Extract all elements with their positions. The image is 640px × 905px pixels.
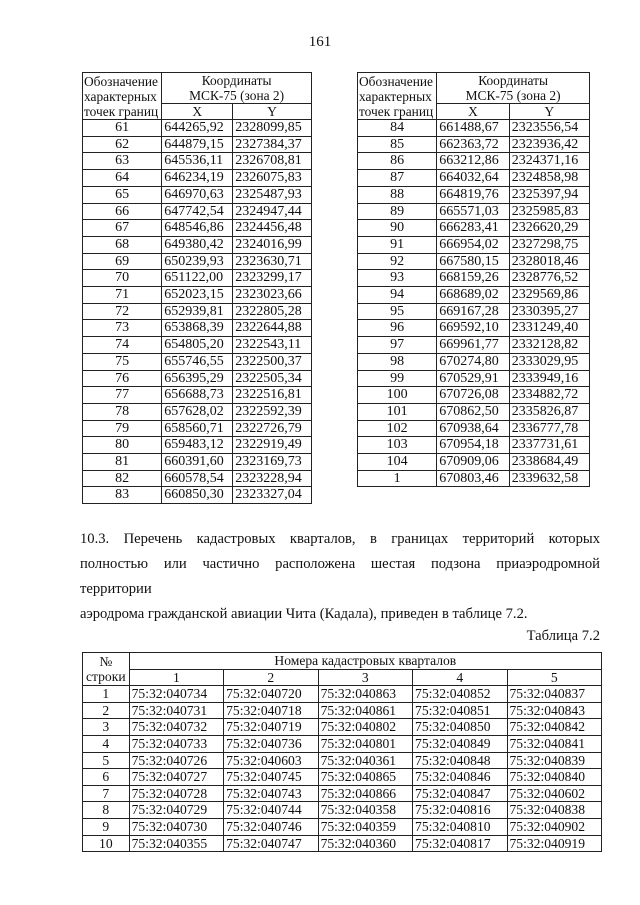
x-coordinate: 670862,50 [437,403,510,420]
table-row [83,437,312,454]
table-row [358,236,590,253]
point-number: 76 [83,370,162,387]
header-label-line: Обозначение [359,73,433,89]
table-row [83,802,602,819]
x-coordinate: 663212,86 [437,153,510,170]
cadastral-number: 75:32:040730 [129,818,223,835]
y-coordinate: 2333949,16 [509,370,589,387]
point-number: 90 [358,220,437,237]
x-coordinate: 644265,92 [162,120,233,137]
x-coordinate: 650239,93 [162,253,233,270]
table-row [83,220,312,237]
column-number-header: 4 [413,669,507,686]
cadastral-number: 75:32:040861 [318,702,412,719]
column-number-header: 1 [129,669,223,686]
y-coordinate: 2324456,48 [233,220,312,237]
header-label-line: Обозначение [84,73,158,89]
table-row [83,153,312,170]
cadastral-number: 75:32:040732 [129,719,223,736]
cadastral-quarters-table [82,652,602,852]
header-row [83,669,602,686]
coordinates-header [162,73,312,104]
point-number: 63 [83,153,162,170]
x-coordinate: 652023,15 [162,287,233,304]
x-coordinate: 647742,54 [162,203,233,220]
row-number: 1 [83,686,130,703]
table-row [83,387,312,404]
y-coordinate: 2323556,54 [509,120,589,137]
x-coordinate: 669961,77 [437,337,510,354]
point-number: 62 [83,136,162,153]
cadastral-number: 75:32:040839 [507,752,602,769]
y-coordinate: 2325985,83 [509,203,589,220]
y-coordinate: 2332128,82 [509,337,589,354]
table-row [83,170,312,187]
table-row [83,203,312,220]
point-number: 92 [358,253,437,270]
point-number: 83 [83,487,162,504]
cadastral-number: 75:32:040720 [224,686,318,703]
point-number: 75 [83,353,162,370]
table-row [83,702,602,719]
y-coordinate: 2323299,17 [233,270,312,287]
point-number: 81 [83,454,162,471]
row-number: 9 [83,818,130,835]
x-coordinate: 664032,64 [437,170,510,187]
x-coordinate: 656395,29 [162,370,233,387]
y-coordinate: 2328099,85 [233,120,312,137]
x-coordinate: 667580,15 [437,253,510,270]
table-row [83,470,312,487]
table-row [83,487,312,504]
row-number: 5 [83,752,130,769]
point-number: 99 [358,370,437,387]
cadastral-number: 75:32:040731 [129,702,223,719]
y-coordinate: 2322805,28 [233,303,312,320]
y-coordinate: 2324371,16 [509,153,589,170]
cadastral-number: 75:32:040602 [507,785,602,802]
cadastral-number: 75:32:040810 [413,818,507,835]
point-label-header [358,73,437,120]
table-row [83,136,312,153]
x-coordinate: 646970,63 [162,186,233,203]
table-row [358,353,590,370]
point-number: 102 [358,420,437,437]
x-coordinate: 670954,18 [437,437,510,454]
row-number: 3 [83,719,130,736]
point-number: 84 [358,120,437,137]
table-row [358,253,590,270]
paragraph-line: 10.3. Перечень кадастровых кварталов, в границах территорий которых [80,531,600,547]
table-row [83,337,312,354]
point-number: 86 [358,153,437,170]
x-coordinate: 657628,02 [162,403,233,420]
table-row [83,752,602,769]
y-coordinate: 2322644,88 [233,320,312,337]
point-number: 96 [358,320,437,337]
y-coordinate: 2334882,72 [509,387,589,404]
cadastral-number: 75:32:040801 [318,735,412,752]
x-coordinate: 660850,30 [162,487,233,504]
y-coordinate: 2323023,66 [233,287,312,304]
point-number: 73 [83,320,162,337]
table-row [83,818,602,835]
point-number: 78 [83,403,162,420]
x-coordinate: 648546,86 [162,220,233,237]
y-coordinate: 2339632,58 [509,470,589,487]
row-number-header-line: № [99,653,113,669]
y-coordinate: 2323327,04 [233,487,312,504]
cadastral-number: 75:32:040902 [507,818,602,835]
table-row [358,270,590,287]
cadastral-number: 75:32:040358 [318,802,412,819]
x-header: X [162,104,233,120]
y-coordinate: 2330395,27 [509,303,589,320]
cadastral-number: 75:32:040816 [413,802,507,819]
table-row [83,270,312,287]
cadastral-number: 75:32:040838 [507,802,602,819]
table-row [358,120,590,137]
y-coordinate: 2329569,86 [509,287,589,304]
x-coordinate: 651122,00 [162,270,233,287]
cadastral-number: 75:32:040719 [224,719,318,736]
x-coordinate: 662363,72 [437,136,510,153]
cadastral-number: 75:32:040837 [507,686,602,703]
cadastral-number: 75:32:040733 [129,735,223,752]
cadastral-number: 75:32:040846 [413,769,507,786]
x-coordinate: 653868,39 [162,320,233,337]
cadastral-number: 75:32:040865 [318,769,412,786]
table-row [83,186,312,203]
y-coordinate: 2337731,61 [509,437,589,454]
coordinates-header-line: МСК-75 (зона 2) [189,88,285,103]
cadastral-number: 75:32:040744 [224,802,318,819]
row-number: 7 [83,785,130,802]
table-row [83,370,312,387]
cadastral-number: 75:32:040843 [507,702,602,719]
point-number: 98 [358,353,437,370]
table-row [358,337,590,354]
table-row [358,420,590,437]
x-header: X [437,104,510,120]
table-row [358,186,590,203]
y-coordinate: 2324016,99 [233,236,312,253]
cadastral-number: 75:32:040841 [507,735,602,752]
point-number: 85 [358,136,437,153]
table-row [83,719,602,736]
cadastral-number: 75:32:040849 [413,735,507,752]
point-number: 69 [83,253,162,270]
x-coordinate: 665571,03 [437,203,510,220]
table-row [83,403,312,420]
cadastral-number: 75:32:040842 [507,719,602,736]
point-number: 82 [83,470,162,487]
coordinates-header-line: Координаты [201,73,272,88]
x-coordinate: 669592,10 [437,320,510,337]
table-row [83,303,312,320]
y-header: Y [233,104,312,120]
table-row [358,287,590,304]
cadastral-number: 75:32:040603 [224,752,318,769]
x-coordinate: 652939,81 [162,303,233,320]
cadastral-number: 75:32:040734 [129,686,223,703]
x-coordinate: 660578,54 [162,470,233,487]
x-coordinate: 654805,20 [162,337,233,354]
cadastral-number: 75:32:040847 [413,785,507,802]
x-coordinate: 666283,41 [437,220,510,237]
y-coordinate: 2323630,71 [233,253,312,270]
point-number: 101 [358,403,437,420]
cadastral-number: 75:32:040745 [224,769,318,786]
y-coordinate: 2326620,29 [509,220,589,237]
cadastral-number: 75:32:040743 [224,785,318,802]
row-number: 8 [83,802,130,819]
x-coordinate: 649380,42 [162,236,233,253]
x-coordinate: 664819,76 [437,186,510,203]
y-coordinate: 2322592,39 [233,403,312,420]
y-coordinate: 2325487,93 [233,186,312,203]
table-row [358,303,590,320]
point-number: 68 [83,236,162,253]
x-coordinate: 668159,26 [437,270,510,287]
y-coordinate: 2324858,98 [509,170,589,187]
cadastral-number: 75:32:040726 [129,752,223,769]
table-row [358,454,590,471]
header-label-line: точек границ [359,103,434,119]
row-number-header [83,653,130,686]
coordinates-table-left [82,72,312,504]
coordinates-header [437,73,590,104]
table-row [83,735,602,752]
point-number: 61 [83,120,162,137]
point-number: 95 [358,303,437,320]
x-coordinate: 661488,67 [437,120,510,137]
table-row [83,769,602,786]
x-coordinate: 670803,46 [437,470,510,487]
table-row [83,686,602,703]
point-number: 66 [83,203,162,220]
column-number-header: 3 [318,669,412,686]
cadastral-number: 75:32:040919 [507,835,602,852]
y-coordinate: 2328776,52 [509,270,589,287]
table-row [83,287,312,304]
x-coordinate: 668689,02 [437,287,510,304]
row-number: 10 [83,835,130,852]
cadastral-number: 75:32:040852 [413,686,507,703]
y-coordinate: 2325397,94 [509,186,589,203]
point-number: 100 [358,387,437,404]
header-label-line: точек границ [84,103,159,119]
cadastral-number: 75:32:040736 [224,735,318,752]
y-coordinate: 2322500,37 [233,353,312,370]
row-number: 2 [83,702,130,719]
cadastral-number: 75:32:040747 [224,835,318,852]
row-number: 6 [83,769,130,786]
page-number: 161 [308,34,332,50]
cadastral-number: 75:32:040729 [129,802,223,819]
table-row [358,220,590,237]
cadastral-number: 75:32:040746 [224,818,318,835]
y-coordinate: 2327384,37 [233,136,312,153]
table-row [83,253,312,270]
y-coordinate: 2326075,83 [233,170,312,187]
x-coordinate: 645536,11 [162,153,233,170]
header-label-line: характерных [84,88,157,104]
table-row [83,454,312,471]
cadastral-number: 75:32:040863 [318,686,412,703]
cadastral-number: 75:32:040361 [318,752,412,769]
y-coordinate: 2331249,40 [509,320,589,337]
x-coordinate: 660391,60 [162,454,233,471]
row-number: 4 [83,735,130,752]
table-row [83,236,312,253]
y-coordinate: 2324947,44 [233,203,312,220]
x-coordinate: 646234,19 [162,170,233,187]
coordinates-table-right [357,72,590,487]
y-coordinate: 2323169,73 [233,454,312,471]
y-header: Y [509,104,589,120]
cadastral-number: 75:32:040851 [413,702,507,719]
cadastral-number: 75:32:040817 [413,835,507,852]
x-coordinate: 670909,06 [437,454,510,471]
x-coordinate: 670726,08 [437,387,510,404]
cadastral-group-header: Номера кадастровых кварталов [129,653,601,670]
point-number: 93 [358,270,437,287]
y-coordinate: 2322543,11 [233,337,312,354]
point-number: 80 [83,437,162,454]
table-row [358,437,590,454]
cadastral-number: 75:32:040728 [129,785,223,802]
x-coordinate: 670938,64 [437,420,510,437]
x-coordinate: 658560,71 [162,420,233,437]
y-coordinate: 2323228,94 [233,470,312,487]
point-number: 70 [83,270,162,287]
point-number: 72 [83,303,162,320]
table-row [83,420,312,437]
x-coordinate: 655746,55 [162,353,233,370]
point-number: 74 [83,337,162,354]
point-number: 67 [83,220,162,237]
point-number: 103 [358,437,437,454]
cadastral-number: 75:32:040850 [413,719,507,736]
point-number: 88 [358,186,437,203]
table-row [358,136,590,153]
coordinates-header-line: МСК-75 (зона 2) [465,88,561,103]
point-number: 65 [83,186,162,203]
x-coordinate: 656688,73 [162,387,233,404]
table-row [83,120,312,137]
table-row [83,835,602,852]
table-row [358,203,590,220]
cadastral-number: 75:32:040359 [318,818,412,835]
cadastral-number: 75:32:040866 [318,785,412,802]
table-row [358,470,590,487]
cadastral-number: 75:32:040840 [507,769,602,786]
point-number: 1 [358,470,437,487]
y-coordinate: 2328018,46 [509,253,589,270]
paragraph-10-3 [80,527,600,627]
table-row [83,353,312,370]
point-number: 94 [358,287,437,304]
point-number: 87 [358,170,437,187]
table-row [83,785,602,802]
x-coordinate: 644879,15 [162,136,233,153]
table-row [358,370,590,387]
x-coordinate: 670529,91 [437,370,510,387]
y-coordinate: 2326708,81 [233,153,312,170]
paragraph-line: полностью или частично расположена шестая подзона приаэродромной территории [80,556,600,597]
x-coordinate: 669167,28 [437,303,510,320]
header-row [83,653,602,670]
table-row [358,403,590,420]
y-coordinate: 2333029,95 [509,353,589,370]
table-row [83,320,312,337]
header-label-line: характерных [359,88,432,104]
y-coordinate: 2336777,78 [509,420,589,437]
cadastral-number: 75:32:040718 [224,702,318,719]
point-number: 89 [358,203,437,220]
y-coordinate: 2335826,87 [509,403,589,420]
y-coordinate: 2322505,34 [233,370,312,387]
x-coordinate: 666954,02 [437,236,510,253]
paragraph-line: аэродрома гражданской авиации Чита (Кадала), приведен в таблице 7.2. [80,606,528,622]
cadastral-number: 75:32:040360 [318,835,412,852]
point-label-header [83,73,162,120]
coordinates-header-line: Координаты [478,73,548,88]
point-number: 71 [83,287,162,304]
table-row [358,387,590,404]
y-coordinate: 2322726,79 [233,420,312,437]
y-coordinate: 2338684,49 [509,454,589,471]
table-caption: Таблица 7.2 [526,628,600,644]
column-number-header: 2 [224,669,318,686]
y-coordinate: 2327298,75 [509,236,589,253]
point-number: 97 [358,337,437,354]
point-number: 79 [83,420,162,437]
table-row [358,170,590,187]
cadastral-number: 75:32:040727 [129,769,223,786]
row-number-header-line: строки [86,669,126,685]
y-coordinate: 2322516,81 [233,387,312,404]
cadastral-number: 75:32:040355 [129,835,223,852]
y-coordinate: 2323936,42 [509,136,589,153]
table-row [358,320,590,337]
point-number: 104 [358,454,437,471]
point-number: 64 [83,170,162,187]
x-coordinate: 670274,80 [437,353,510,370]
point-number: 77 [83,387,162,404]
cadastral-number: 75:32:040848 [413,752,507,769]
table-row [358,153,590,170]
cadastral-number: 75:32:040802 [318,719,412,736]
x-coordinate: 659483,12 [162,437,233,454]
point-number: 91 [358,236,437,253]
column-number-header: 5 [507,669,602,686]
y-coordinate: 2322919,49 [233,437,312,454]
